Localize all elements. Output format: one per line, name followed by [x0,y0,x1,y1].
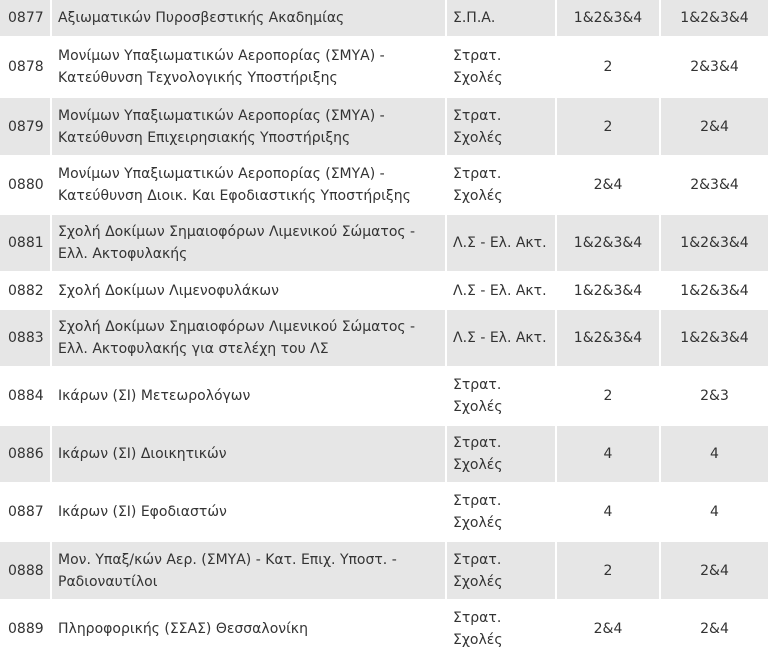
row-school-name: Ικάρων (ΣΙ) Διοικητικών [52,426,447,484]
row-school-type: Στρατ. Σχολές [447,601,557,659]
row-school-name: Πληροφορικής (ΣΣΑΣ) Θεσσαλονίκη [52,601,447,659]
row-fields-b: 2&4 [661,542,768,601]
row-fields-a: 1&2&3&4 [557,215,661,273]
row-fields-b: 1&2&3&4 [661,215,768,273]
row-school-type: Στρατ. Σχολές [447,542,557,601]
table-row [0,273,768,310]
table-row [0,215,768,273]
row-fields-a: 2 [557,542,661,601]
row-fields-a: 2&4 [557,157,661,215]
table-row [0,601,768,659]
row-school-type: Στρατ. Σχολές [447,368,557,426]
row-school-name: Ικάρων (ΣΙ) Μετεωρολόγων [52,368,447,426]
row-code: 0878 [0,38,52,98]
row-code: 0887 [0,484,52,542]
table-row [0,310,768,368]
row-fields-a: 4 [557,426,661,484]
row-code: 0879 [0,98,52,157]
table-row [0,38,768,98]
row-school-type: Στρατ. Σχολές [447,426,557,484]
row-school-name: Μονίμων Υπαξιωματικών Αεροπορίας (ΣΜΥΑ) - Κατεύθυνση Τεχνολογικής Υποστήριξης [52,38,447,98]
row-school-type: Σ.Π.Α. [447,0,557,38]
row-school-name: Μονίμων Υπαξιωματικών Αεροπορίας (ΣΜΥΑ) - Κατεύθυνση Επιχειρησιακής Υποστήριξης [52,98,447,157]
row-code: 0884 [0,368,52,426]
row-school-name: Σχολή Δοκίμων Σημαιοφόρων Λιμενικού Σώματος - Ελλ. Ακτοφυλακής για στελέχη του ΛΣ [52,310,447,368]
table-row [0,98,768,157]
row-fields-b: 2&3&4 [661,157,768,215]
row-code: 0888 [0,542,52,601]
row-fields-a: 2&4 [557,601,661,659]
row-code: 0880 [0,157,52,215]
table-row [0,426,768,484]
row-school-type: Λ.Σ - Ελ. Ακτ. [447,273,557,310]
row-fields-a: 4 [557,484,661,542]
row-school-type: Στρατ. Σχολές [447,38,557,98]
row-fields-b: 1&2&3&4 [661,310,768,368]
table-row [0,157,768,215]
row-school-type: Στρατ. Σχολές [447,157,557,215]
row-school-type: Λ.Σ - Ελ. Ακτ. [447,215,557,273]
row-fields-b: 2&4 [661,98,768,157]
row-fields-b: 4 [661,426,768,484]
row-fields-b: 2&3&4 [661,38,768,98]
row-fields-a: 1&2&3&4 [557,310,661,368]
row-school-type: Στρατ. Σχολές [447,98,557,157]
row-fields-a: 1&2&3&4 [557,273,661,310]
row-fields-b: 1&2&3&4 [661,273,768,310]
row-school-name: Ικάρων (ΣΙ) Εφοδιαστών [52,484,447,542]
row-code: 0881 [0,215,52,273]
row-fields-a: 2 [557,98,661,157]
row-school-name: Σχολή Δοκίμων Σημαιοφόρων Λιμενικού Σώματος - Ελλ. Ακτοφυλακής [52,215,447,273]
row-school-name: Μονίμων Υπαξιωματικών Αεροπορίας (ΣΜΥΑ) - Κατεύθυνση Διοικ. Και Εφοδιαστικής Υποστήριξης [52,157,447,215]
row-fields-b: 2&3 [661,368,768,426]
row-fields-a: 2 [557,38,661,98]
row-fields-b: 1&2&3&4 [661,0,768,38]
row-fields-b: 4 [661,484,768,542]
row-code: 0877 [0,0,52,38]
row-school-type: Στρατ. Σχολές [447,484,557,542]
table-row [0,542,768,601]
row-fields-b: 2&4 [661,601,768,659]
row-school-type: Λ.Σ - Ελ. Ακτ. [447,310,557,368]
row-code: 0883 [0,310,52,368]
row-code: 0889 [0,601,52,659]
row-school-name: Μον. Υπαξ/κών Αερ. (ΣΜΥΑ) - Κατ. Επιχ. Υποστ. - Ραδιοναυτίλοι [52,542,447,601]
row-fields-a: 2 [557,368,661,426]
row-fields-a: 1&2&3&4 [557,0,661,38]
row-code: 0882 [0,273,52,310]
table-row [0,368,768,426]
table-row [0,0,768,38]
row-school-name: Αξιωματικών Πυροσβεστικής Ακαδημίας [52,0,447,38]
row-school-name: Σχολή Δοκίμων Λιμενοφυλάκων [52,273,447,310]
row-code: 0886 [0,426,52,484]
table-row [0,484,768,542]
